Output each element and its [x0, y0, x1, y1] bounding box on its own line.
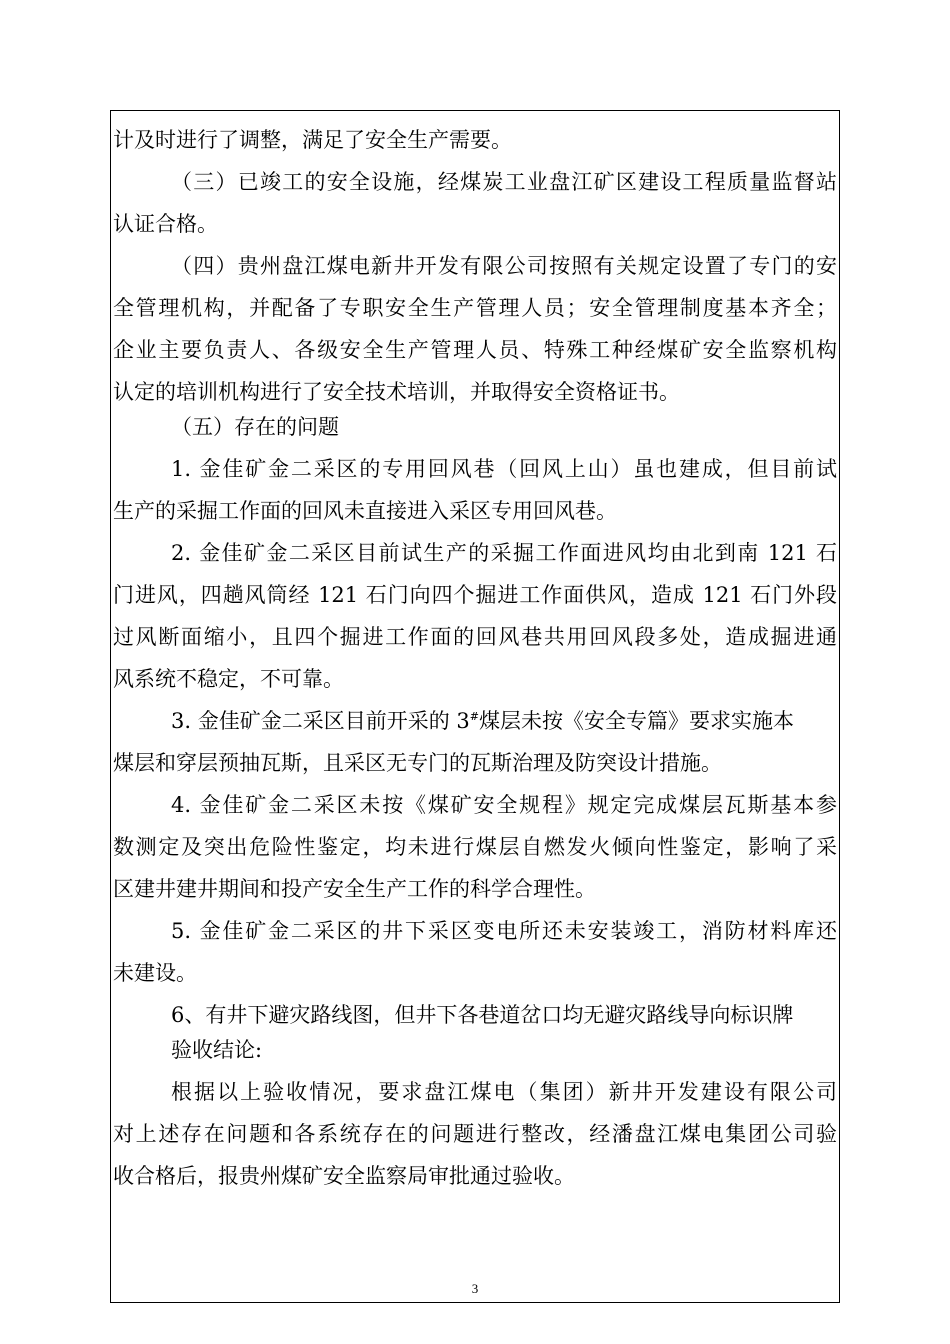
- text-line: 对上述存在问题和各系统存在的问题进行整改，经潘盘江煤电集团公司验: [113, 1122, 837, 1146]
- section-heading: （五）存在的问题: [171, 415, 339, 439]
- text-line: 区建井建井期间和投产安全生产工作的科学合理性。: [113, 877, 596, 901]
- text-line: 收合格后，报贵州煤矿安全监察局审批通过验收。: [113, 1164, 575, 1188]
- text-line: 企业主要负责人、各级安全生产管理人员、特殊工种经煤矿安全监察机构: [113, 338, 837, 362]
- text-line: 4. 金佳矿金二采区未按《煤矿安全规程》规定完成煤层瓦斯基本参: [171, 793, 837, 817]
- text-line: 过风断面缩小，且四个掘进工作面的回风巷共用回风段多处，造成掘进通: [113, 625, 837, 649]
- text-line: [171, 705, 794, 737]
- text-line: 根据以上验收情况，要求盘江煤电（集团）新井开发建设有限公司: [171, 1080, 837, 1104]
- text-line: 6、有井下避灾路线图，但井下各巷道岔口均无避灾路线导向标识牌: [171, 1003, 794, 1027]
- text-line: 门进风，四趟风筒经 121 石门向四个掘进工作面供风，造成 121 石门外段: [113, 583, 837, 607]
- text-line: 认定的培训机构进行了安全技术培训，并取得安全资格证书。: [113, 380, 680, 404]
- text-line: 煤层和穿层预抽瓦斯，且采区无专门的瓦斯治理及防突设计措施。: [113, 751, 722, 775]
- text-line: 5. 金佳矿金二采区的井下采区变电所还未安装竣工，消防材料库还: [171, 919, 837, 943]
- text-line: 计及时进行了调整，满足了安全生产需要。: [113, 128, 512, 152]
- text-line: （四）贵州盘江煤电新井开发有限公司按照有关规定设置了专门的安: [171, 254, 837, 278]
- text-line: （三）已竣工的安全设施，经煤炭工业盘江矿区建设工程质量监督站: [171, 170, 837, 194]
- text-segment: 3. 金佳矿金二采区目前开采的 3: [171, 709, 470, 733]
- superscript-mark: #: [469, 710, 479, 723]
- text-line: 全管理机构，并配备了专职安全生产管理人员；安全管理制度基本齐全；: [113, 296, 837, 320]
- text-line: 风系统不稳定，不可靠。: [113, 667, 344, 691]
- text-line: 认证合格。: [113, 212, 218, 236]
- page-number: 3: [471, 1281, 479, 1296]
- text-line: 2. 金佳矿金二采区目前试生产的采掘工作面进风均由北到南 121 石: [171, 541, 837, 565]
- text-line: 未建设。: [113, 961, 197, 985]
- text-line: 生产的采掘工作面的回风未直接进入采区专用回风巷。: [113, 499, 617, 523]
- section-heading: 验收结论:: [171, 1038, 263, 1062]
- text-line: 1. 金佳矿金二采区的专用回风巷（回风上山）虽也建成，但目前试: [171, 457, 837, 481]
- text-segment: 煤层未按《安全专篇》要求实施本: [478, 709, 794, 733]
- text-line: 数测定及突出危险性鉴定，均未进行煤层自燃发火倾向性鉴定，影响了采: [113, 835, 837, 859]
